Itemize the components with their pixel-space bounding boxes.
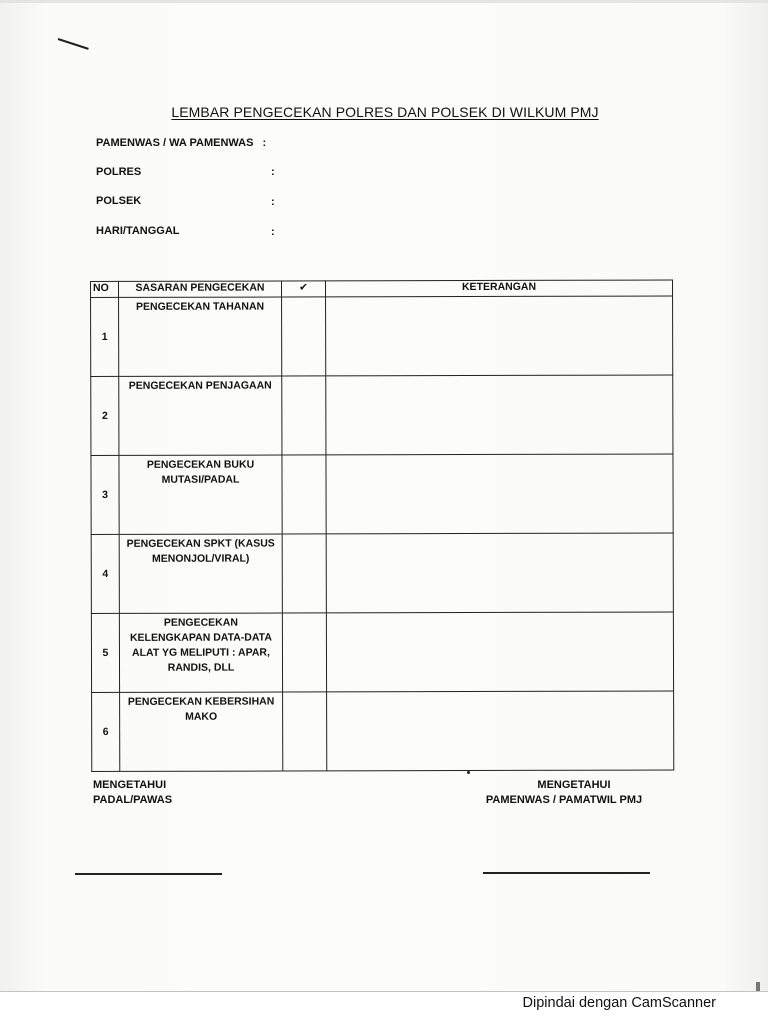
row-target: PENGECEKAN PENJAGAAN [119, 376, 282, 455]
row-check-cell[interactable] [282, 297, 326, 376]
field-label: HARI/TANGGAL [96, 225, 180, 237]
table-row [91, 612, 673, 693]
checklist-table [90, 279, 674, 772]
scanner-footer [0, 992, 768, 1024]
table-row [91, 454, 673, 535]
table-header-row [91, 280, 673, 298]
field-hari-tanggal [96, 225, 180, 237]
scanner-watermark: Dipindai dengan CamScanner [522, 995, 716, 1011]
field-label: PAMENWAS / WA PAMENWAS [96, 137, 254, 149]
row-notes-cell[interactable] [326, 533, 673, 613]
header-no: NO [91, 281, 119, 297]
row-check-cell[interactable] [282, 376, 326, 455]
row-check-cell[interactable] [282, 534, 326, 613]
row-check-cell[interactable] [282, 455, 326, 534]
table-row [91, 296, 673, 377]
row-number: 5 [91, 613, 119, 692]
stray-dot [467, 771, 470, 774]
signature-right-line1: MENGETAHUI [537, 779, 611, 791]
field-label: POLSEK [96, 195, 142, 207]
row-number: 3 [91, 455, 119, 534]
field-colon: : [271, 226, 275, 238]
field-colon: : [271, 196, 275, 208]
signature-left-line1: MENGETAHUI [93, 779, 167, 791]
row-notes-cell[interactable] [327, 691, 674, 771]
signature-right-line [483, 872, 650, 874]
field-label: POLRES [96, 166, 142, 178]
signature-right-label [480, 778, 648, 808]
pen-mark [58, 38, 89, 50]
row-target: PENGECEKAN SPKT (KASUS MENONJOL/VIRAL) [119, 534, 282, 613]
header-target: SASARAN PENGECEKAN [119, 281, 282, 297]
table-row [92, 691, 674, 772]
row-target: PENGECEKAN TAHANAN [119, 297, 282, 376]
table-row [91, 533, 673, 614]
row-target: PENGECEKAN BUKU MUTASI/PADAL [119, 455, 282, 534]
signature-left-line2: PADAL/PAWAS [93, 794, 173, 806]
row-notes-cell[interactable] [326, 612, 673, 692]
signature-left-line [75, 873, 222, 875]
field-polres [96, 166, 141, 178]
signature-left-label [93, 778, 172, 808]
field-polsek [96, 195, 141, 207]
row-number: 4 [91, 534, 119, 613]
row-number: 6 [92, 692, 120, 771]
row-notes-cell[interactable] [326, 375, 673, 455]
row-number: 1 [91, 297, 119, 376]
page-top-edge [0, 0, 768, 3]
field-colon: : [262, 137, 267, 149]
header-check-icon: ✔ [282, 281, 326, 297]
row-check-cell[interactable] [283, 692, 327, 771]
field-pamenwas [96, 137, 266, 149]
row-notes-cell[interactable] [326, 454, 673, 534]
field-colon: : [271, 166, 275, 178]
header-notes: KETERANGAN [326, 280, 673, 297]
table-row [91, 375, 673, 456]
row-target: PENGECEKAN KELENGKAPAN DATA-DATA ALAT YG MELIPUTI : APAR, RANDIS, DLL [119, 613, 282, 692]
row-number: 2 [91, 376, 119, 455]
document-title: LEMBAR PENGECEKAN POLRES DAN POLSEK DI WILKUM PMJ [171, 104, 599, 120]
row-target: PENGECEKAN KEBERSIHAN MAKO [120, 692, 283, 771]
row-check-cell[interactable] [282, 613, 326, 692]
row-notes-cell[interactable] [326, 296, 673, 376]
signature-right-line2: PAMENWAS / PAMATWIL PMJ [485, 794, 643, 806]
